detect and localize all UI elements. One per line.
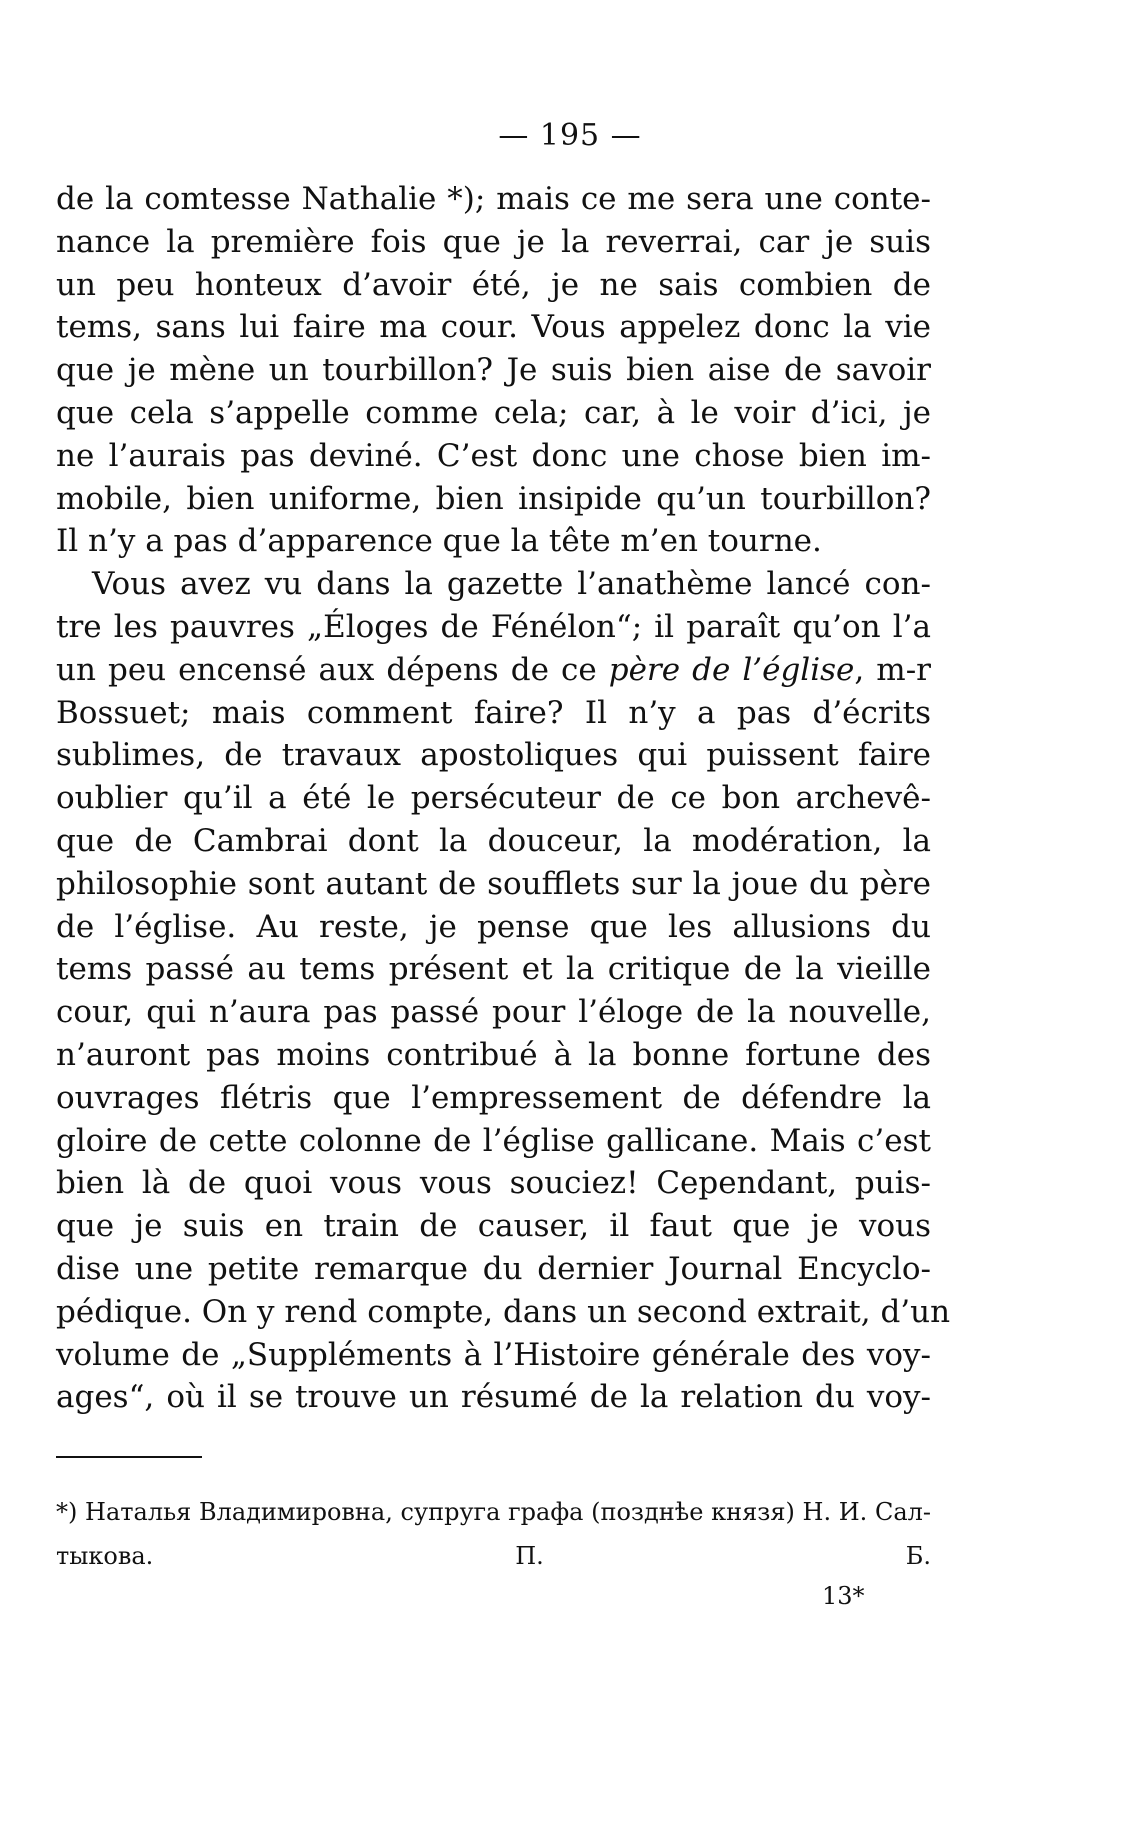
text-line: oublier qu’il a été le persécuteur de ce bon archevê- — [56, 780, 931, 817]
text-line: un peu honteux d’avoir été, je ne sais combien de — [56, 266, 931, 303]
text-line: gloire de cette colonne de l’église gallicane. Mais c’est — [56, 1122, 931, 1159]
signature-mark: 13* — [822, 1582, 865, 1610]
text-line — [56, 649, 931, 692]
footnote-divider — [56, 1456, 202, 1458]
text-line: de l’église. Au reste, je pense que les allusions du — [56, 908, 931, 945]
text-line: ouvrages flétris que l’empressement de défendre la — [56, 1079, 931, 1116]
text-line: Bossuet; mais comment faire? Il n’y a pas d’écrits — [56, 694, 931, 731]
text-line: cour, qui n’aura pas passé pour l’éloge de la nouvelle, — [56, 994, 931, 1031]
footnote-line: *) Наталья Владимировна, супруга графа (позднѣе князя) Н. И. Сал- — [56, 1498, 931, 1526]
text-fragment: , m-r — [854, 651, 931, 688]
text-line: que de Cambrai dont la douceur, la modération, la — [56, 822, 931, 859]
text-line: dise une petite remarque du dernier Journal Encyclo- — [56, 1250, 931, 1287]
text-line: ages“, où il se trouve un résumé de la relation du voy- — [56, 1379, 931, 1416]
footnote — [56, 1490, 931, 1578]
text-line: de la comtesse Nathalie *); mais ce me sera une conte- — [56, 181, 931, 217]
text-line: Vous avez vu dans la gazette l’anathème lancé con- — [92, 566, 931, 603]
text-line: que je mène un tourbillon? Je suis bien aise de savoir — [56, 352, 931, 389]
footnote-line: тыкова. П. Б. — [56, 1542, 931, 1570]
text-line: volume de „Suppléments à l’Histoire générale des voy- — [56, 1336, 931, 1373]
text-line: bien là de quoi vous vous souciez! Cependant, puis- — [56, 1165, 931, 1202]
text-line: sublimes, de travaux apostoliques qui puissent faire — [56, 737, 931, 774]
text-line: que cela s’appelle comme cela; car, à le voir d’ici, je — [56, 394, 931, 431]
text-line: philosophie sont autant de soufflets sur la joue du père — [56, 865, 931, 902]
text-line: nance la première fois que je la reverrai, car je suis — [56, 223, 931, 260]
paragraph-2 — [56, 563, 951, 1419]
text-line: tems, sans lui faire ma cour. Vous appelez donc la vie — [56, 309, 931, 346]
text-line: mobile, bien uniforme, bien insipide qu’un tourbillon? — [56, 480, 931, 517]
page-number: — 195 — — [498, 118, 642, 153]
text-line: ne l’aurais pas deviné. C’est donc une chose bien im- — [56, 437, 931, 474]
italic-phrase: père de l’église — [608, 651, 855, 688]
text-line: tems passé au tems présent et la critique de la vieille — [56, 951, 931, 988]
text-line: tre les pauvres „Éloges de Fénélon“; il paraît qu’on l’a — [56, 608, 931, 645]
main-text — [56, 178, 951, 1419]
text-line: pédique. On y rend compte, dans un second extrait, d’un — [56, 1293, 951, 1330]
text-fragment: un peu encensé aux dépens de ce — [56, 651, 609, 688]
text-line: n’auront pas moins contribué à la bonne fortune des — [56, 1036, 931, 1073]
text-line: que je suis en train de causer, il faut que je vous — [56, 1208, 931, 1245]
paragraph-1 — [56, 178, 931, 563]
text-line: Il n’y a pas d’apparence que la tête m’en tourne. — [56, 523, 822, 560]
